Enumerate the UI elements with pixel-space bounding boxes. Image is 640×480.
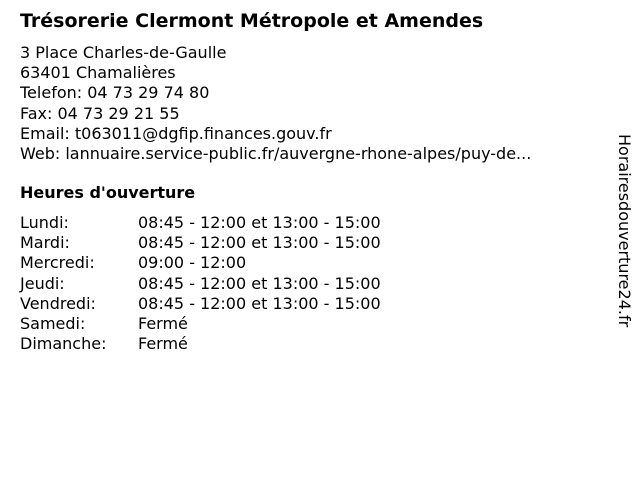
phone-number: Telefon: 04 73 29 74 80 <box>20 83 210 103</box>
hours-row-monday <box>20 213 381 233</box>
day-label: Samedi: <box>20 314 86 334</box>
day-hours: 08:45 - 12:00 et 13:00 - 15:00 <box>138 233 381 253</box>
day-label: Lundi: <box>20 213 69 232</box>
day-label: Jeudi: <box>20 273 65 293</box>
hours-row-sunday <box>20 334 381 354</box>
website-url: Web: lannuaire.service-public.fr/auvergne-rhone-alpes/puy-de... <box>20 144 532 164</box>
hours-table <box>20 213 381 354</box>
hours-row-wednesday <box>20 253 381 273</box>
office-title: Trésorerie Clermont Métropole et Amendes <box>20 10 484 32</box>
day-label: Dimanche: <box>20 334 107 354</box>
contact-block <box>20 43 590 164</box>
hours-heading: Heures d'ouverture <box>20 183 196 202</box>
fax-number: Fax: 04 73 29 21 55 <box>20 103 180 123</box>
day-hours: Fermé <box>138 314 188 334</box>
hours-row-saturday <box>20 314 381 334</box>
address-street: 3 Place Charles-de-Gaulle <box>20 43 227 62</box>
email-address: Email: t063011@dgfip.finances.gouv.fr <box>20 123 332 143</box>
day-hours: 08:45 - 12:00 et 13:00 - 15:00 <box>138 293 381 313</box>
day-hours: 08:45 - 12:00 et 13:00 - 15:00 <box>138 273 381 293</box>
day-label: Mardi: <box>20 233 70 253</box>
address-city: 63401 Chamalières <box>20 63 176 83</box>
hours-row-thursday <box>20 274 381 294</box>
day-hours: 09:00 - 12:00 <box>138 253 247 273</box>
hours-row-tuesday <box>20 233 381 253</box>
hours-row-friday <box>20 294 381 314</box>
site-watermark: Horairesdouverture24.fr <box>615 134 634 328</box>
day-hours: Fermé <box>138 334 188 354</box>
day-label: Vendredi: <box>20 293 96 313</box>
day-label: Mercredi: <box>20 253 95 273</box>
day-hours: 08:45 - 12:00 et 13:00 - 15:00 <box>138 213 381 232</box>
